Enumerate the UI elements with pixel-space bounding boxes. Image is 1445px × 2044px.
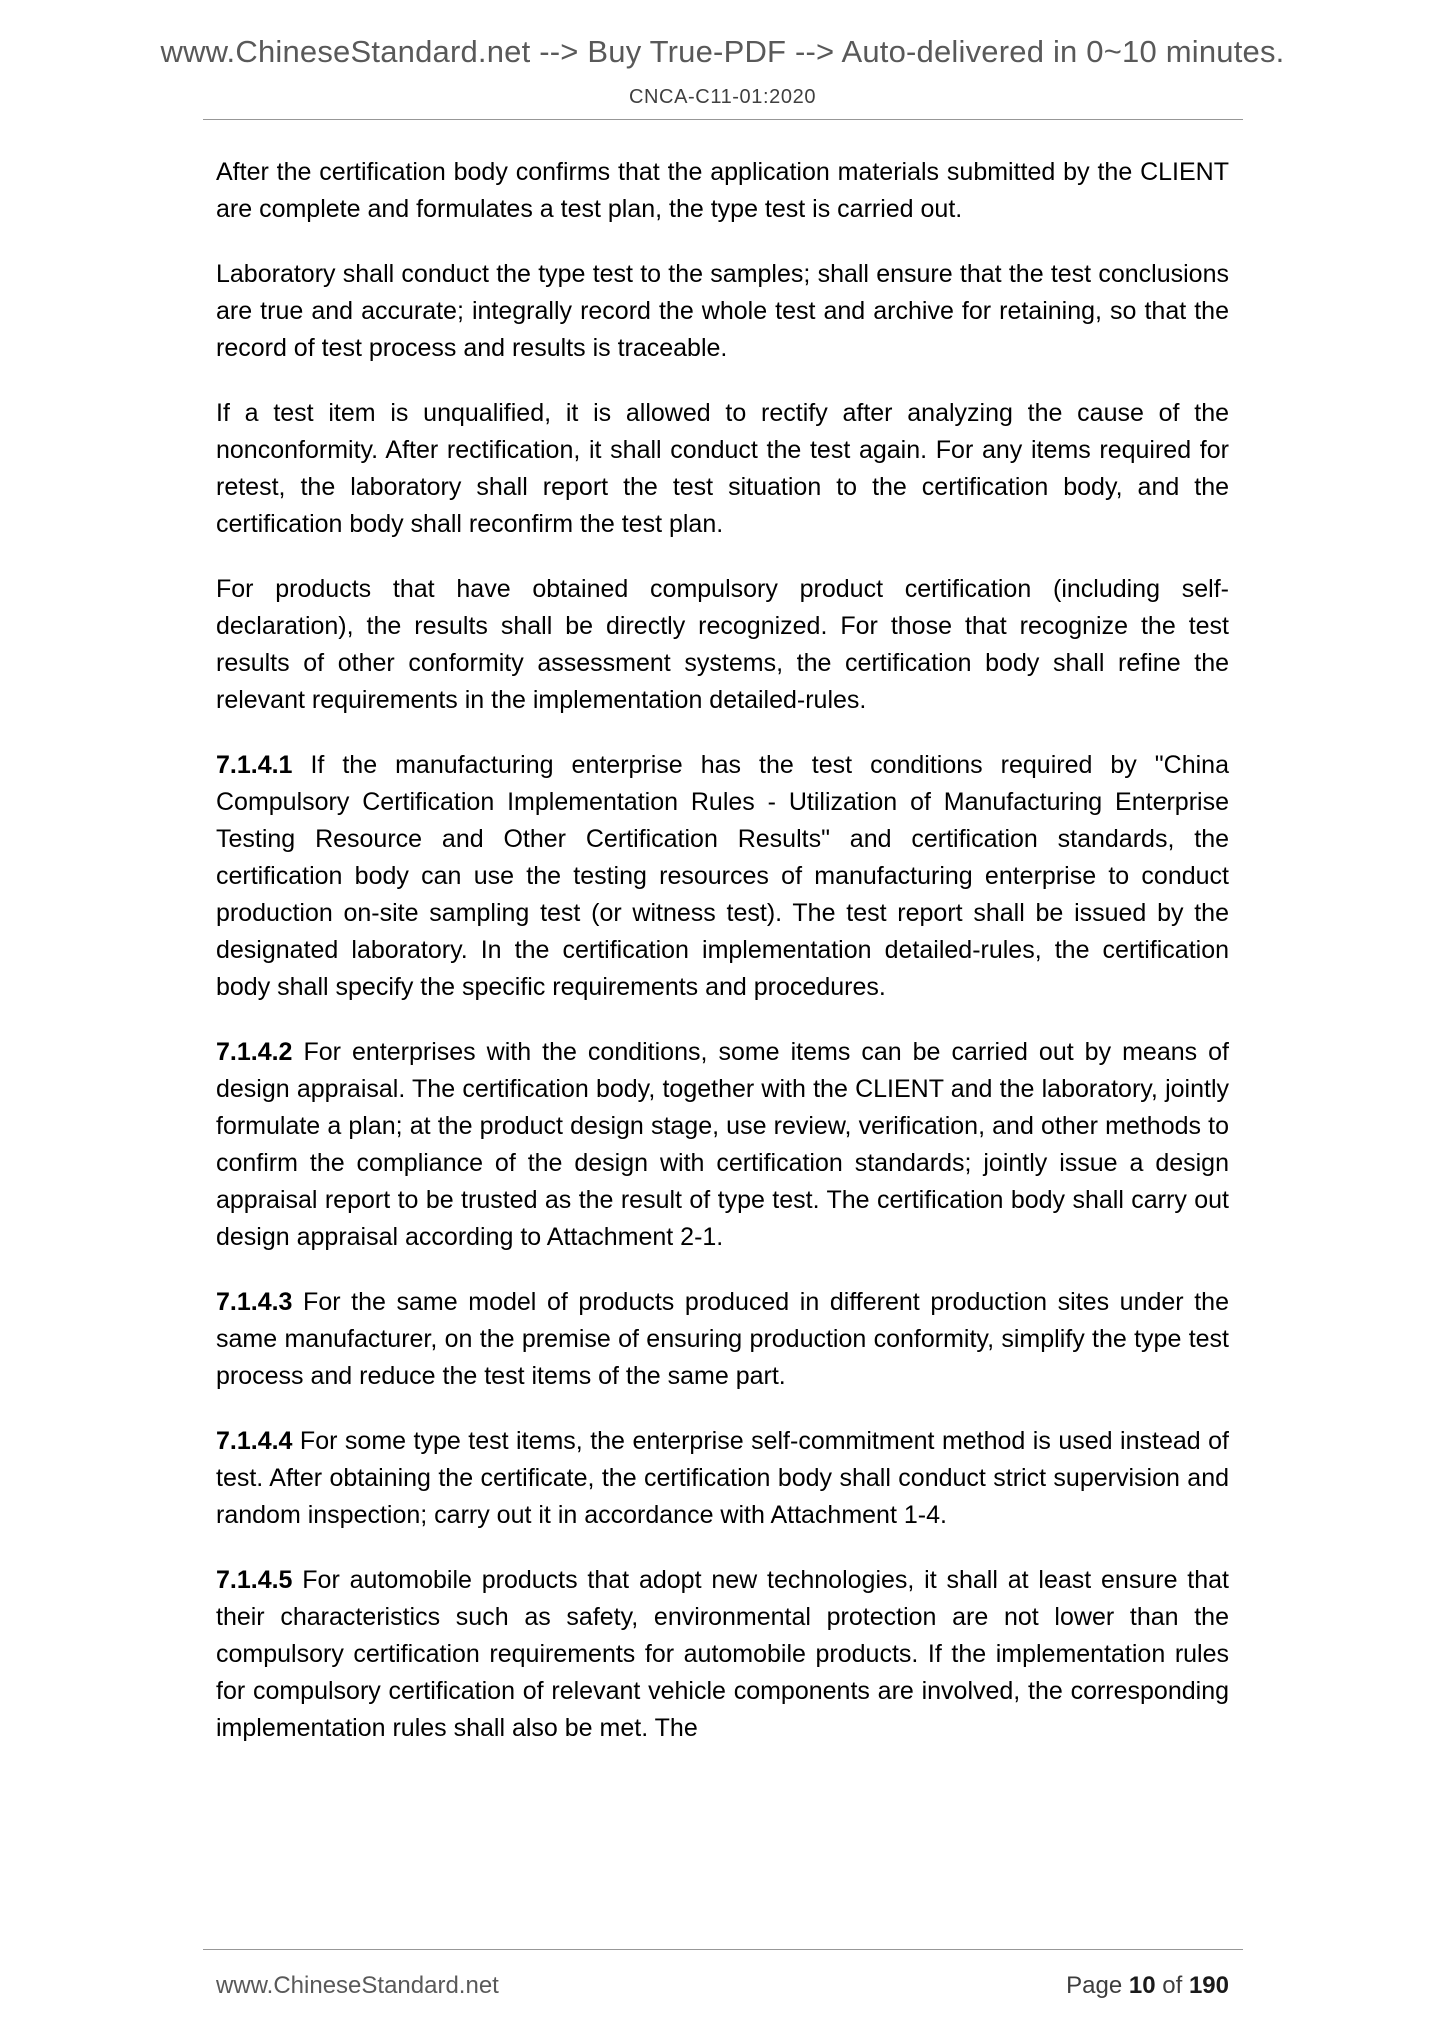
body-paragraph: [216, 256, 1229, 367]
footer-row: [216, 1972, 1229, 2000]
page-label: Page: [1066, 1972, 1123, 1999]
section-number: 7.1.4.2: [216, 1038, 293, 1066]
paragraph-text: For enterprises with the conditions, some items can be carried out by means of design appraisal. The certification body, together with the CLIENT and the laboratory, jointly formulate a plan; at the product design stage, use review, verification, and other methods to confirm the compliance of the design with certification standards; jointly issue a design appraisal report to be trusted as the result of type test. The certification body shall carry out design appraisal according to Attachment 2-1.: [216, 1038, 1229, 1251]
doc-code: CNCA-C11-01:2020: [628, 86, 817, 108]
body-paragraph: [216, 571, 1229, 719]
body-paragraph: [216, 1423, 1229, 1534]
body-paragraph: [216, 1034, 1229, 1256]
page-header: [0, 0, 1445, 120]
section-number: 7.1.4.1: [216, 751, 293, 779]
footer-site-link[interactable]: www.ChineseStandard.net: [216, 1972, 499, 1999]
paragraph-text: For the same model of products produced in different production sites under the same manufacturer, on the premise of ensuring production conformity, simplify the type test process and reduce the test items of the same part.: [216, 1288, 1229, 1390]
promo-link[interactable]: www.ChineseStandard.net --> Buy True-PDF --> Auto-delivered in 0~10 minutes.: [160, 34, 1285, 69]
body-paragraph: [216, 747, 1229, 1006]
paragraph-text: For products that have obtained compulsory product certification (including self-declaration), the results shall be directly recognized. For those that recognize the test results of other conformity assessment systems, the certification body shall refine the relevant requirements in the implementation detailed-rules.: [216, 575, 1229, 714]
paragraph-text: For some type test items, the enterprise self-commitment method is used instead of test. After obtaining the certificate, the certification body shall conduct strict supervision and random inspection; carry out it in accordance with Attachment 1-4.: [216, 1427, 1229, 1529]
footer-divider: [203, 1949, 1243, 1950]
body-paragraph: [216, 1562, 1229, 1747]
page-footer: [0, 1949, 1445, 2000]
body-paragraph: [216, 154, 1229, 228]
paragraph-text: For automobile products that adopt new technologies, it shall at least ensure that their characteristics such as safety, environmental protection are not lower than the compulsory certification requirements for automobile products. If the implementation rules for compulsory certification of relevant vehicle components are involved, the corresponding implementation rules shall also be met. The: [216, 1566, 1229, 1742]
page-indicator: [1066, 1972, 1229, 2000]
page-number: 10: [1128, 1972, 1156, 1999]
paragraph-text: After the certification body confirms that the application materials submitted by the CLIENT are complete and formulates a test plan, the type test is carried out.: [216, 158, 1229, 223]
of-label: of: [1162, 1972, 1183, 1999]
body-paragraph: [216, 1284, 1229, 1395]
paragraph-text: Laboratory shall conduct the type test to the samples; shall ensure that the test conclusions are true and accurate; integrally record the whole test and archive for retaining, so that the record of test process and results is traceable.: [216, 260, 1229, 362]
section-number: 7.1.4.3: [216, 1288, 293, 1316]
section-number: 7.1.4.4: [216, 1427, 293, 1455]
total-pages: 190: [1188, 1972, 1229, 1999]
section-number: 7.1.4.5: [216, 1566, 293, 1594]
paragraph-text: If a test item is unqualified, it is allowed to rectify after analyzing the cause of the nonconformity. After rectification, it shall conduct the test again. For any items required for retest, the laboratory shall report the test situation to the certification body, and the certification body shall reconfirm the test plan.: [216, 399, 1229, 538]
paragraph-text: If the manufacturing enterprise has the test conditions required by "China Compulsory Certification Implementation Rules - Utilization of Manufacturing Enterprise Testing Resource and Other Certification Results" and certification standards, the certification body can use the testing resources of manufacturing enterprise to conduct production on-site sampling test (or witness test). The test report shall be issued by the designated laboratory. In the certification implementation detailed-rules, the certification body shall specify the specific requirements and procedures.: [216, 751, 1229, 1001]
body-paragraph: [216, 395, 1229, 543]
document-body: [0, 120, 1445, 1747]
